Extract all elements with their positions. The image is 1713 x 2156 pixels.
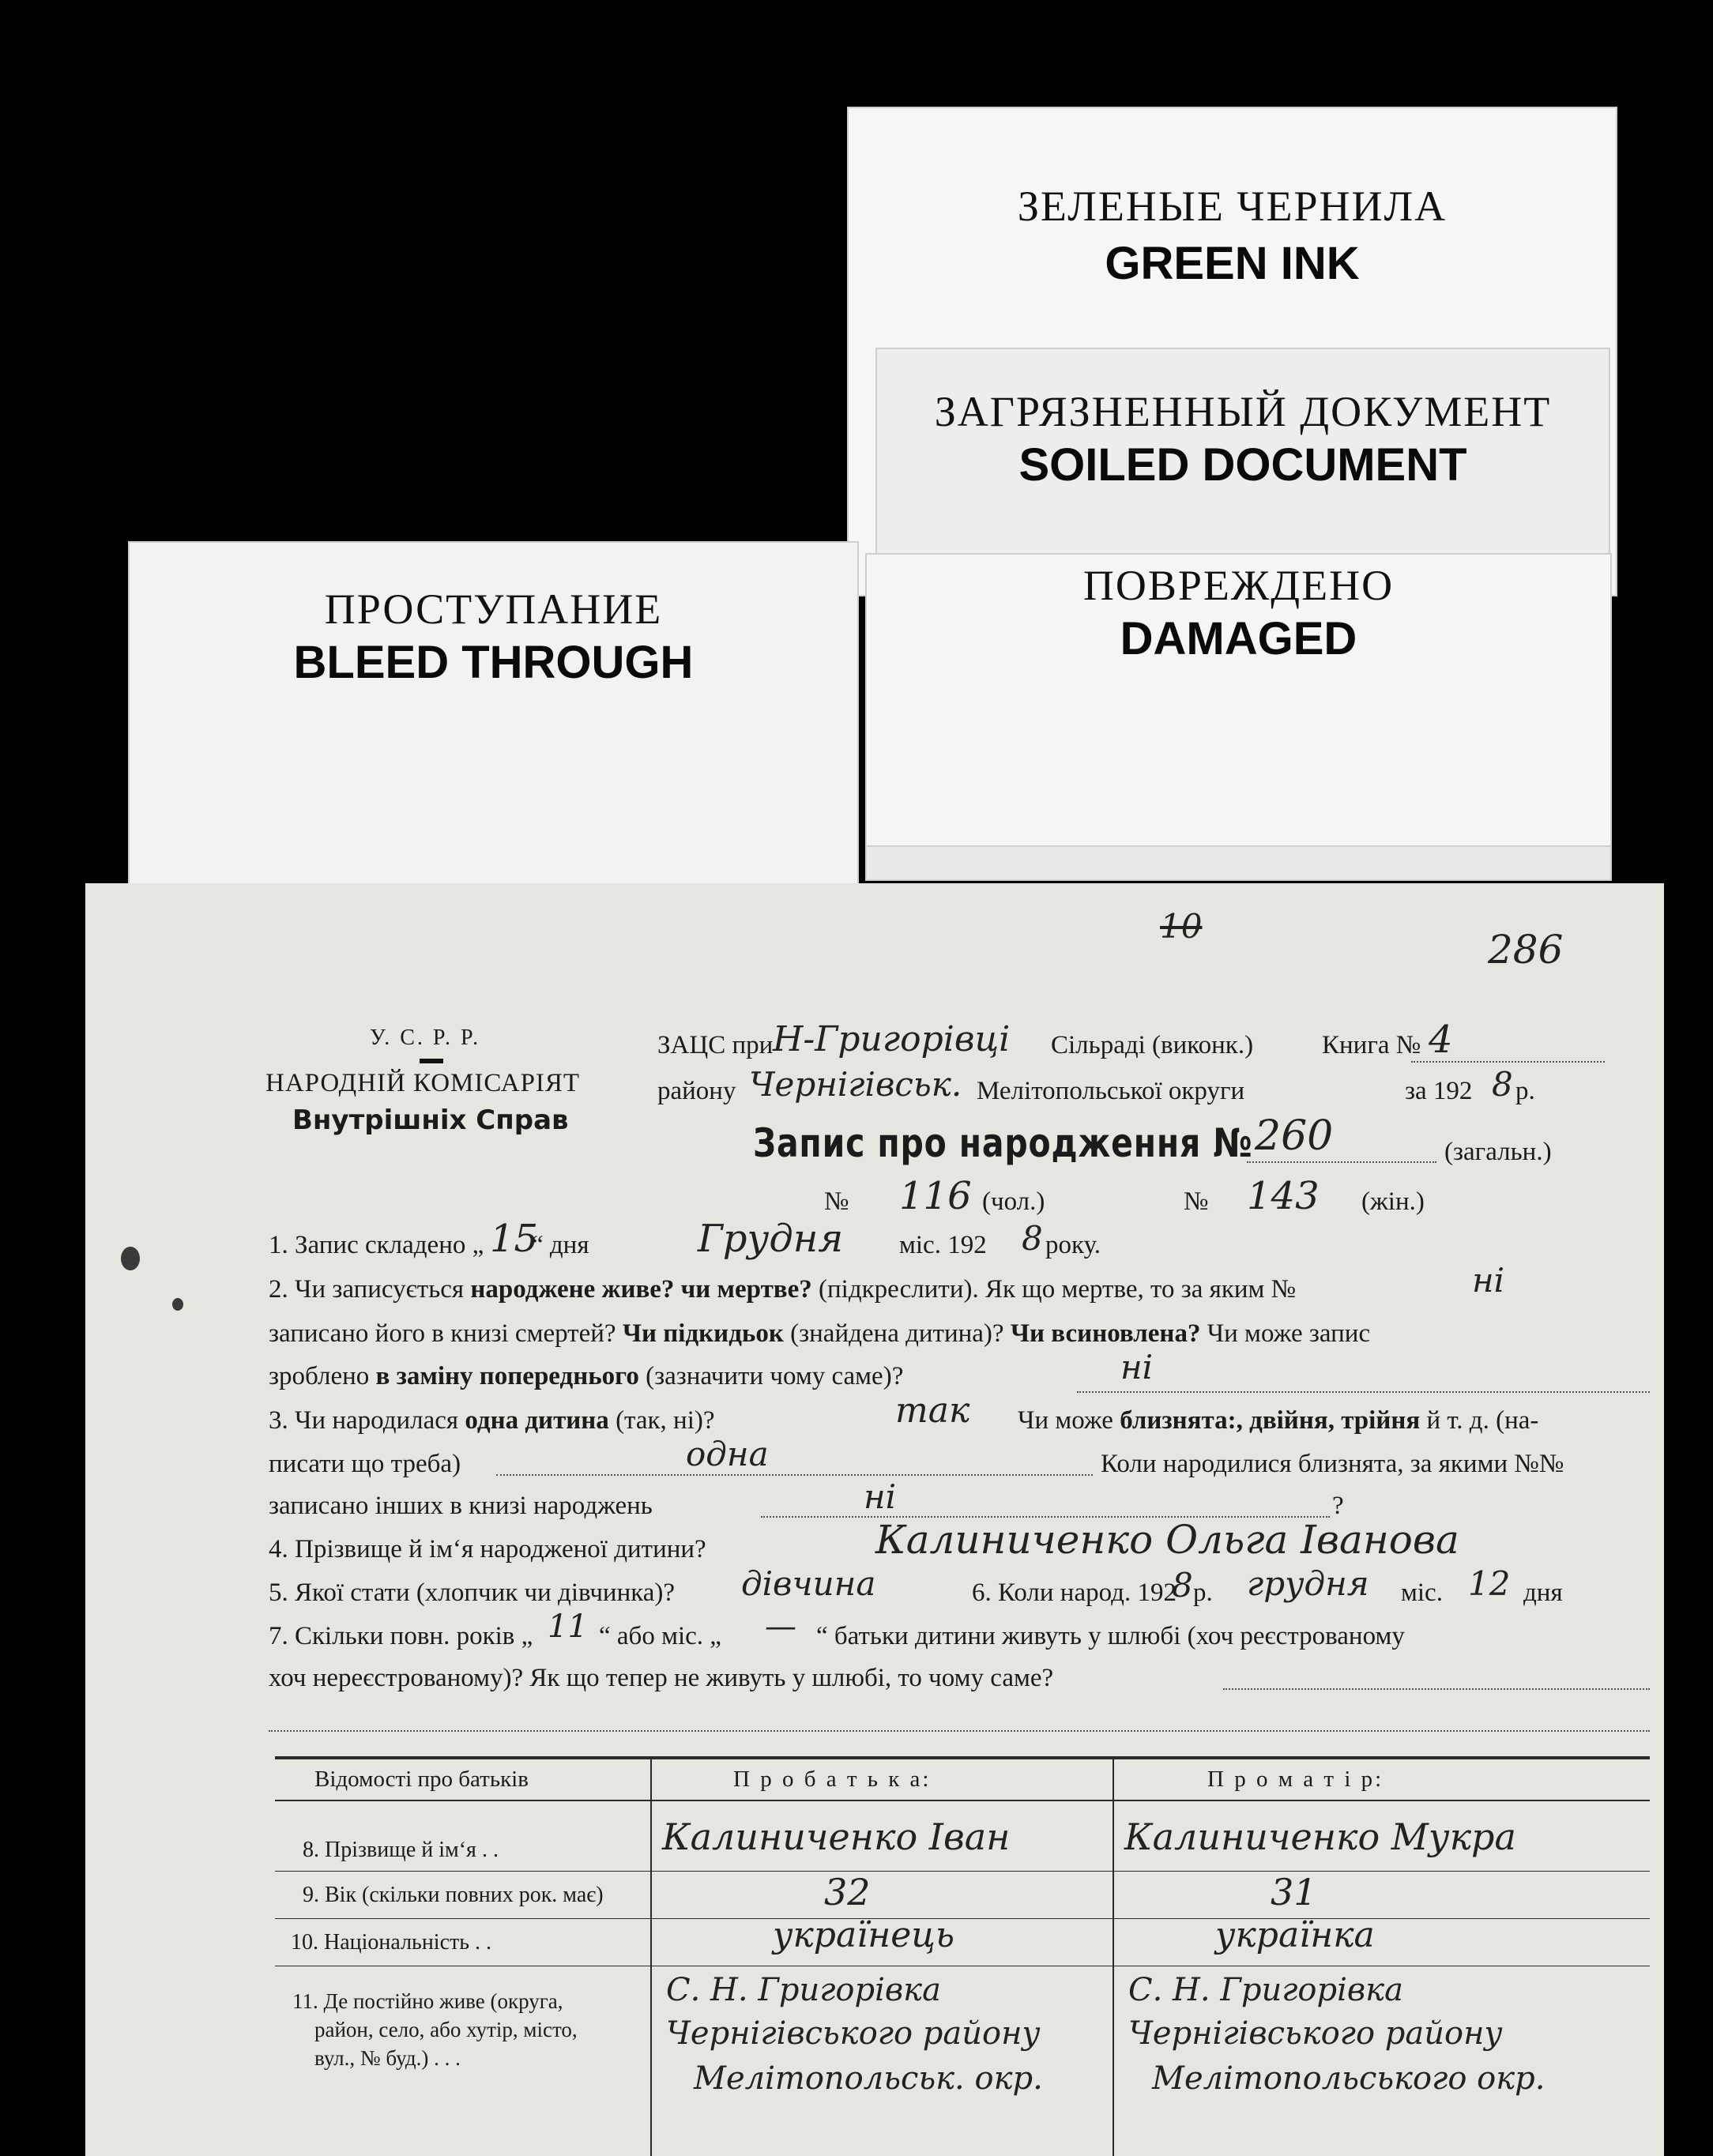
q7-dotline xyxy=(1223,1688,1650,1690)
q2-line1 xyxy=(269,1275,1296,1304)
q7-dotline-2 xyxy=(269,1730,1650,1732)
table-col-rule-1 xyxy=(650,1756,652,2156)
q1-month-value: Грудня xyxy=(698,1217,844,1261)
q2-l3-b: в заміну попереднього xyxy=(375,1362,639,1390)
q7-line1c: “ батьки дитини живуть у шлюбі (хоч реєстрованому xyxy=(816,1622,1405,1650)
q1-year-value: 8 xyxy=(1022,1219,1043,1258)
damaged-ru: ПОВРЕЖДЕНО xyxy=(1082,562,1395,609)
q7-line1a: 7. Скільки повн. років „ xyxy=(269,1622,533,1650)
q2-l3-c: (зазначити чому саме)? xyxy=(638,1362,904,1390)
row-label-address-1: 11. Де постійно живе (округа, xyxy=(292,1989,563,2013)
q6-mis: міс. xyxy=(1401,1578,1443,1607)
table-col-rule-2 xyxy=(1113,1756,1114,2156)
mother-address-line-3: Мелітопольського окр. xyxy=(1152,2060,1545,2097)
record-number-suffix: (загальн.) xyxy=(1444,1138,1552,1166)
q3-l1-e: близнята:, двійня, трійня xyxy=(1120,1406,1421,1435)
father-address-line-3: Мелітопольськ. окр. xyxy=(694,2060,1043,2097)
q3-single-value: так xyxy=(895,1390,970,1431)
bleed-ru: ПРОСТУПАНИЕ xyxy=(324,585,663,633)
header-divider xyxy=(420,1059,443,1063)
father-address-line-2: Чернігівського району xyxy=(666,2015,1041,2052)
row-label-name: 8. Прізвище й ім‘я . . xyxy=(303,1838,499,1862)
damaged-en: DAMAGED xyxy=(1120,613,1357,664)
q2-l1-a: 2. Чи записується xyxy=(269,1275,471,1304)
mother-nationality-value: українка xyxy=(1215,1915,1375,1955)
q4-label: 4. Прізвище й ім‘я народженої дитини? xyxy=(269,1535,706,1563)
q1-label: 1. Запис складено „ xyxy=(269,1231,484,1259)
birth-record-document xyxy=(85,883,1664,2156)
table-row-rule xyxy=(275,1918,1650,1919)
q2-l2-c: (знайдена дитина)? xyxy=(783,1319,1011,1348)
q3-l1-b: одна дитина xyxy=(465,1406,609,1435)
female-no-label: № xyxy=(1184,1187,1209,1216)
q7-line1b: “ або міс. „ xyxy=(599,1622,721,1650)
q3-l1-d: Чи може xyxy=(1018,1406,1120,1435)
council-suffix: Сільраді (виконк.) xyxy=(1051,1031,1254,1059)
q3-line3b: ? xyxy=(1332,1492,1344,1520)
green-ink-ru: ЗЕЛЕНЫЕ ЧЕРНИЛА xyxy=(1017,182,1448,230)
punch-hole xyxy=(172,1298,183,1311)
table-header-rule xyxy=(275,1800,1650,1801)
child-name-value: Калиниченко Ольга Іванова xyxy=(875,1517,1459,1563)
table-header-mother: П р о м а т і р: xyxy=(1207,1767,1384,1792)
book-number-value: 4 xyxy=(1429,1018,1453,1062)
q5-label: 5. Якої стати (хлопчик чи дівчинка)? xyxy=(269,1578,676,1607)
bleed-through-card xyxy=(128,541,859,889)
q3-line2a: писати що треба) xyxy=(269,1450,461,1478)
table-top-rule xyxy=(275,1756,1650,1759)
male-no-label: № xyxy=(824,1187,849,1216)
okrug-label: Мелітопольської округи xyxy=(977,1077,1245,1105)
table-row-rule xyxy=(275,1871,1650,1872)
q6-r: р. xyxy=(1193,1578,1213,1607)
q1-day-value: 15 xyxy=(490,1217,539,1261)
punch-hole xyxy=(121,1247,140,1270)
q3-line2-dotline xyxy=(496,1474,1093,1476)
damaged-card xyxy=(865,553,1612,881)
table-header-father: П р о б а т ь к а: xyxy=(733,1767,932,1792)
q3-twins-value: одна xyxy=(686,1435,769,1473)
q2-l2-b: Чи підкидьок xyxy=(622,1319,784,1348)
book-label: Книга № xyxy=(1322,1031,1421,1059)
village-council-value: Н-Григорівці xyxy=(773,1019,1011,1059)
q1-post: року. xyxy=(1045,1231,1101,1259)
q1-mid: “ дня xyxy=(532,1231,589,1259)
q2-l1-b: народжене живе? чи мертве? xyxy=(470,1275,812,1304)
q1-mis: міс. 192 xyxy=(899,1231,987,1259)
q6-label: 6. Коли народ. 192 xyxy=(972,1578,1177,1607)
female-suffix: (жін.) xyxy=(1361,1187,1425,1216)
q3-l1-c: (так, ні)? xyxy=(608,1406,715,1435)
q2-l1-c: (підкреслити). Як що мертве, то за яким № xyxy=(811,1275,1297,1304)
raion-value: Чернігівськ. xyxy=(749,1065,962,1104)
usrr-label: У. С. Р. Р. xyxy=(370,1025,481,1050)
father-nationality-value: українець xyxy=(773,1915,954,1955)
row-label-address-3: вул., № буд.) . . . xyxy=(314,2046,461,2070)
green-ink-en: GREEN INK xyxy=(1105,238,1360,289)
q2-l3-a: зроблено xyxy=(269,1362,376,1390)
raion-label: району xyxy=(657,1077,736,1105)
father-age-value: 32 xyxy=(824,1871,871,1913)
marriage-years-value: 11 xyxy=(548,1609,588,1645)
father-address-line-1: С. Н. Григорівка xyxy=(666,1972,941,2008)
zacs-label: ЗАЦС при xyxy=(657,1031,774,1059)
q3-l1-a: 3. Чи народилася xyxy=(269,1406,465,1435)
row-label-age: 9. Вік (скільки повних рок. має) xyxy=(303,1883,604,1907)
q2-l2-d: Чи всиновлена? xyxy=(1010,1319,1201,1348)
q2-l2-e: Чи може запис xyxy=(1200,1319,1371,1348)
q2-line2 xyxy=(269,1319,1370,1349)
corner-mark: 10 xyxy=(1160,907,1203,946)
table-header-info: Відомості про батьків xyxy=(314,1767,529,1792)
birth-month-value: грудня xyxy=(1247,1564,1369,1603)
q3-line1b xyxy=(1018,1406,1538,1435)
page-number: 286 xyxy=(1488,927,1564,973)
q2-line3 xyxy=(269,1362,903,1391)
q3-other-records-value: ні xyxy=(864,1477,897,1516)
birth-year-value: 8 xyxy=(1172,1566,1193,1605)
male-suffix: (чол.) xyxy=(982,1187,1045,1216)
soiled-en: SOILED DOCUMENT xyxy=(1018,439,1467,491)
q2-death-no-value: ні xyxy=(1472,1261,1505,1300)
book-dotline xyxy=(1411,1061,1605,1063)
year-label: за 192 xyxy=(1405,1077,1473,1105)
commissariat-label: НАРОДНІЙ КОМІСАРІЯТ xyxy=(265,1069,581,1097)
q7-line2: хоч нереєстрованому)? Як що тепер не живуть у шлюбі, то чому саме? xyxy=(269,1664,1054,1692)
q2-dotline xyxy=(1077,1391,1650,1393)
female-number-value: 143 xyxy=(1247,1174,1320,1218)
q2-replacement-value: ні xyxy=(1120,1348,1154,1387)
mother-age-value: 31 xyxy=(1271,1871,1317,1913)
mother-name-value: Калиниченко Мукра xyxy=(1124,1815,1516,1858)
year-value: 8 xyxy=(1492,1065,1513,1104)
q3-line3a: записано інших в книзі народжень xyxy=(269,1492,653,1520)
year-suffix: р. xyxy=(1515,1077,1535,1105)
record-number-value: 260 xyxy=(1255,1112,1334,1160)
mother-address-line-2: Чернігівського району xyxy=(1128,2015,1503,2052)
q3-line1a xyxy=(269,1406,715,1435)
department-label: Внутрішніх Справ xyxy=(292,1104,569,1136)
record-number-dotline xyxy=(1247,1161,1436,1163)
record-title: Запис про народження № xyxy=(753,1120,1253,1166)
card-edge-strip xyxy=(865,845,1612,881)
q6-dnia: дня xyxy=(1523,1578,1563,1607)
bleed-en: BLEED THROUGH xyxy=(293,637,694,688)
q3-line2b: Коли народилися близнята, за якими №№ xyxy=(1101,1450,1564,1478)
birth-day-value: 12 xyxy=(1468,1564,1511,1603)
father-name-value: Калиниченко Іван xyxy=(662,1815,1011,1858)
q3-l1-f: й т. д. (на- xyxy=(1420,1406,1539,1435)
male-number-value: 116 xyxy=(899,1174,972,1218)
q2-l2-a: записано його в книзі смертей? xyxy=(269,1319,623,1348)
soiled-ru: ЗАГРЯЗНЕННЫЙ ДОКУМЕНТ xyxy=(934,388,1552,435)
marriage-months-value: — xyxy=(765,1609,796,1645)
row-label-nationality: 10. Національність . . xyxy=(291,1930,492,1955)
mother-address-line-1: С. Н. Григорівка xyxy=(1128,1972,1403,2008)
child-sex-value: дівчина xyxy=(741,1564,876,1603)
row-label-address-2: район, село, або хутір, місто, xyxy=(314,2018,578,2041)
